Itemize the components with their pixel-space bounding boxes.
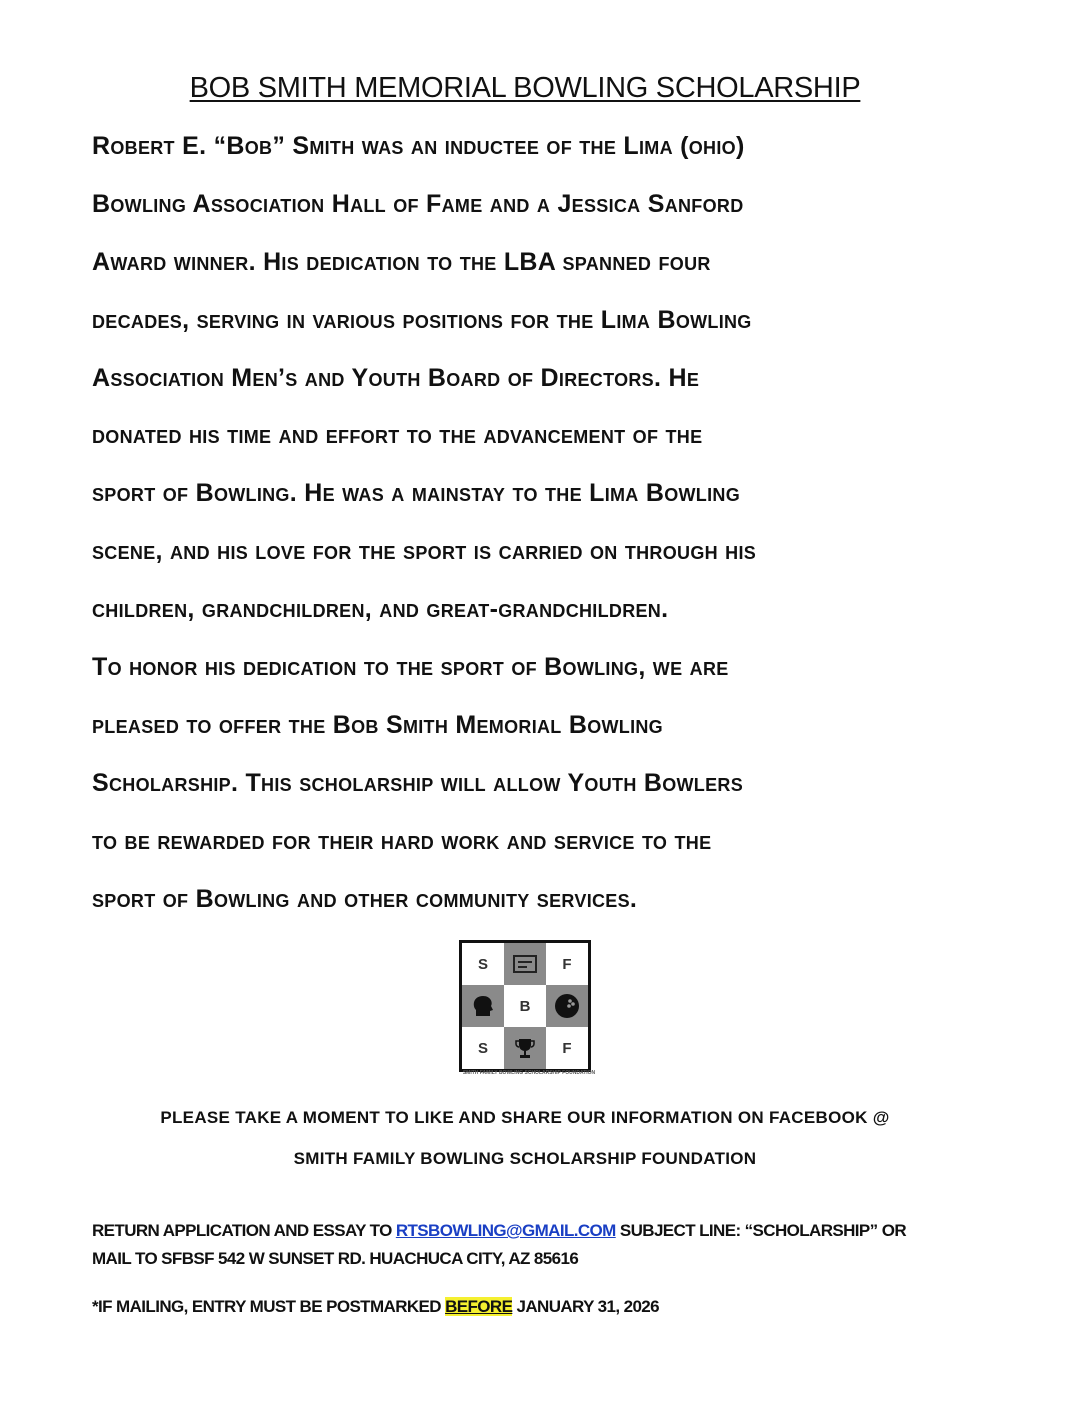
body-text (92, 126, 756, 936)
facebook-line-1: PLEASE TAKE A MOMENT TO LIKE AND SHARE OUR INFORMATION ON FACEBOOK @ (160, 1108, 890, 1127)
facebook-line-2: SMITH FAMILY BOWLING SCHOLARSHIP FOUNDATION (293, 1149, 757, 1168)
body-line: sport of Bowling and other community services. (92, 884, 638, 913)
body-line: scene, and his love for the sport is carried on through his (92, 537, 757, 566)
bowling-ball-icon (546, 985, 588, 1027)
body-line: To honor his dedication to the sport of Bowling, we are (92, 653, 729, 682)
deadline-note (92, 1297, 659, 1317)
body-line: Scholarship. This scholarship will allow Youth Bowlers (92, 768, 744, 797)
body-line: Robert E. “Bob” Smith was an inductee of the Lima (ohio) (92, 132, 745, 160)
logo-letter: F (562, 955, 572, 973)
logo-letter: S (477, 955, 488, 973)
body-line: Association Men’s and Youth Board of Directors. He (92, 363, 700, 392)
email-link[interactable]: RTSBOWLING@GMAIL.COM (395, 1221, 616, 1240)
return-prefix: RETURN APPLICATION AND ESSAY TO (92, 1221, 396, 1240)
logo-letter: S (477, 1039, 488, 1057)
deadline-suffix: JANUARY 31, 2026 (512, 1297, 660, 1316)
body-line: to be rewarded for their hard work and service to the (92, 826, 712, 855)
certificate-icon (504, 943, 546, 985)
mailing-address: MAIL TO SFBSF 542 W SUNSET RD. HUACHUCA CITY, AZ 85616 (92, 1249, 579, 1268)
deadline-prefix: *IF MAILING, ENTRY MUST BE POSTMARKED (92, 1297, 446, 1316)
foundation-logo (459, 940, 591, 1072)
body-line: donated his time and effort to the advancement of the (92, 421, 703, 450)
deadline-highlight: BEFORE (445, 1297, 513, 1316)
return-suffix: SUBJECT LINE: “SCHOLARSHIP” OR (615, 1221, 906, 1240)
head-icon (462, 985, 504, 1027)
page-title: BOB SMITH MEMORIAL BOWLING SCHOLARSHIP (189, 72, 861, 104)
body-line: Award winner. His dedication to the LBA spanned four (92, 247, 711, 276)
body-line: decades, serving in various positions for the Lima Bowling (92, 305, 752, 334)
logo-letter: B (519, 997, 531, 1015)
body-line: children, grandchildren, and great-grandchildren. (92, 595, 669, 624)
body-line: pleased to offer the Bob Smith Memorial Bowling (92, 710, 663, 739)
body-line: Bowling Association Hall of Fame and a Jessica Sanford (92, 189, 744, 218)
trophy-icon (504, 1027, 546, 1069)
logo-caption: SMITH FAMILY BOWLING SCHOLARSHIP FOUNDATION (462, 1070, 596, 1076)
return-instructions (92, 1221, 906, 1241)
body-line: sport of Bowling. He was a mainstay to the Lima Bowling (92, 479, 740, 508)
logo-letter: F (562, 1039, 572, 1057)
